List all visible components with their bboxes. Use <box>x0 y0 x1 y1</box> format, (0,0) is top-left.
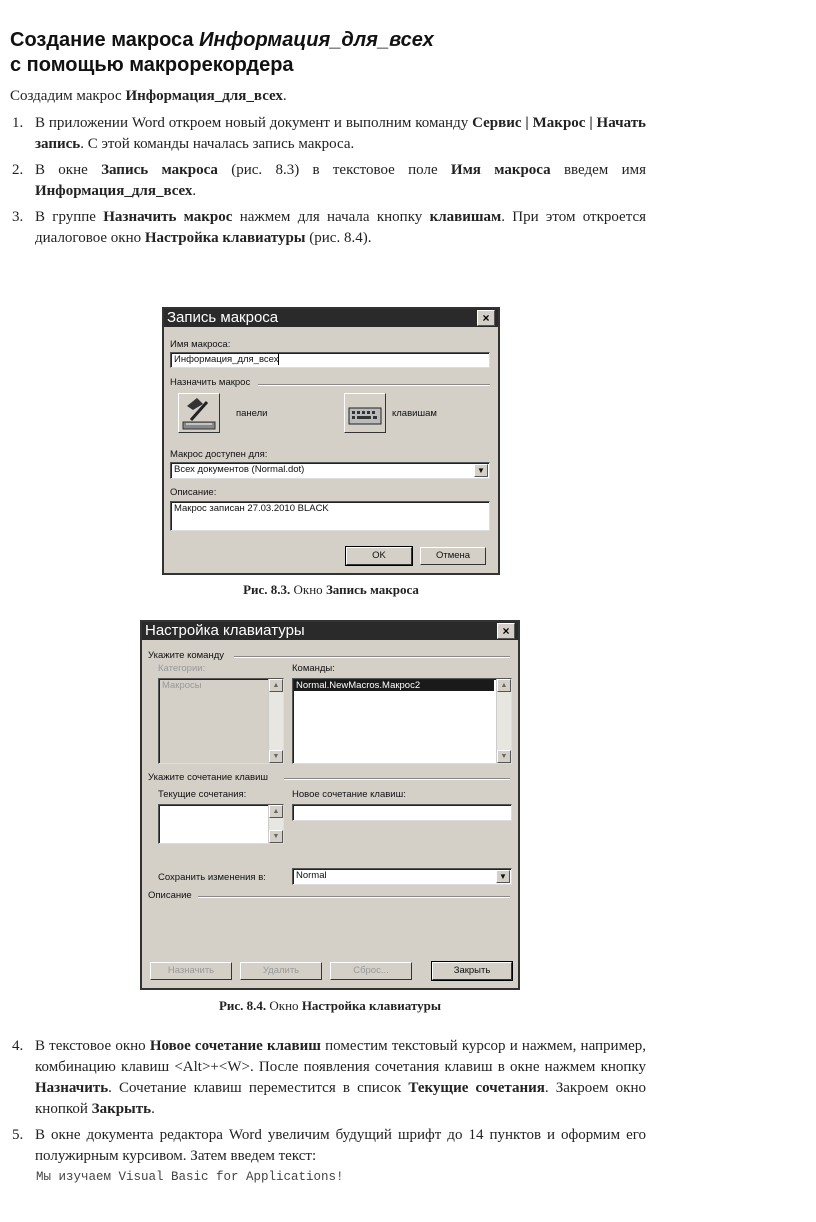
steps-list-top <box>10 113 646 249</box>
scroll-up-icon[interactable]: ▲ <box>497 679 511 692</box>
caption2-number: Рис. 8.4. <box>218 998 267 1013</box>
close-button[interactable]: Закрыть <box>432 962 512 980</box>
scroll-down-icon[interactable]: ▼ <box>269 830 283 843</box>
description-group: Описание <box>148 890 192 901</box>
list-item-bold-text: Назначить макрос <box>103 209 233 225</box>
list-item-number: 4. <box>12 1038 24 1054</box>
list-item-bold-text: Запись макроса <box>101 162 218 178</box>
new-keys-label: Новое сочетание клавиш: <box>292 789 406 800</box>
dialog-title: Настройка клавиатуры <box>145 622 305 639</box>
scroll-down-icon[interactable]: ▼ <box>269 750 283 763</box>
list-item <box>10 1125 646 1167</box>
group-divider <box>198 896 510 898</box>
caption1-title: Запись макроса <box>325 582 419 597</box>
current-keys-list[interactable] <box>158 804 284 844</box>
list-item-number: 2. <box>12 162 24 178</box>
macro-store-value: Всех документов (Normal.dot) <box>174 464 305 475</box>
list-item-text: В окне <box>35 162 102 178</box>
page-content <box>10 28 646 254</box>
macro-store-label: Макрос доступен для: <box>170 449 268 460</box>
list-item-text: . Закроем окно кнопкой <box>35 1080 646 1117</box>
list-item <box>10 207 646 249</box>
assign-keyboard-button[interactable] <box>344 393 386 433</box>
intro-bold: Информация_для_всех <box>125 88 283 104</box>
description-label: Описание: <box>170 487 217 498</box>
scroll-up-icon[interactable]: ▲ <box>269 679 283 692</box>
categories-scrollbar[interactable] <box>268 679 283 763</box>
remove-button[interactable]: Удалить <box>240 962 322 980</box>
page-content-bottom <box>10 1036 646 1172</box>
chevron-down-icon[interactable]: ▼ <box>496 870 510 883</box>
macro-name-value: Информация_для_всех <box>174 354 279 365</box>
customize-keyboard-dialog <box>140 620 520 990</box>
caption2-mid: Окно <box>266 998 302 1013</box>
commands-scrollbar[interactable] <box>496 679 511 763</box>
list-item-text: . При этом откроется диалоговое окно <box>35 209 646 246</box>
intro-prefix: Создадим макрос <box>10 88 126 104</box>
specify-command-group: Укажите команду <box>148 650 224 661</box>
dialog-titlebar <box>142 622 518 640</box>
ok-button[interactable]: OK <box>346 547 412 565</box>
reset-button[interactable]: Сброс... <box>330 962 412 980</box>
title-line1-italic: Информация_для_всех <box>199 29 434 51</box>
keyboard-icon <box>345 394 385 432</box>
current-keys-scrollbar[interactable] <box>268 805 283 843</box>
keyboard-button-label: клавишам <box>392 408 437 419</box>
caption2-title: Настройка клавиатуры <box>301 998 442 1013</box>
assign-macro-group: Назначить макрос <box>170 377 251 388</box>
list-item-text: . <box>192 183 197 199</box>
list-item-text: нажмем для начала кнопку <box>232 209 430 225</box>
description-textarea[interactable] <box>170 501 490 531</box>
list-item-text: . Сочетание клавиш переместится в список <box>108 1080 409 1096</box>
scroll-down-icon[interactable]: ▼ <box>497 750 511 763</box>
figure-caption-8-3 <box>162 582 500 598</box>
commands-list[interactable] <box>292 678 512 764</box>
description-value: Макрос записан 27.03.2010 BLACK <box>174 503 329 514</box>
caption1-mid: Окно <box>290 582 326 597</box>
intro-paragraph <box>10 86 646 107</box>
list-item-text: . С этой команды началась запись макроса. <box>80 136 355 152</box>
intro-suffix: . <box>282 88 287 104</box>
close-icon[interactable]: × <box>477 310 495 326</box>
list-item-bold-text: Текущие сочетания <box>408 1080 545 1096</box>
list-item-bold-text: Имя макроса <box>450 162 551 178</box>
macro-name-label: Имя макроса: <box>170 339 231 350</box>
macro-name-input[interactable] <box>170 352 490 368</box>
toolbar-button-label: панели <box>236 408 268 419</box>
list-item-text: поместим текстовый курсор и нажмем, например, комбинацию клавиш <Alt>+<W>. После появления сочетания клавиш в окне нажмем кнопку <box>35 1038 646 1075</box>
list-item-number: 3. <box>12 209 24 225</box>
list-item-bold-text: Новое сочетание клавиш <box>149 1038 321 1054</box>
list-item-text: (рис. 8.4). <box>305 230 372 246</box>
list-item-bold-text: Назначить <box>35 1080 109 1096</box>
list-item-bold-text: Информация_для_всех <box>35 183 193 199</box>
assign-button[interactable]: Назначить <box>150 962 232 980</box>
save-in-select[interactable] <box>292 868 512 885</box>
record-macro-dialog <box>162 307 500 575</box>
save-in-label: Сохранить изменения в: <box>158 872 266 883</box>
list-item <box>10 160 646 202</box>
list-item-bold-text: клавишам <box>429 209 502 225</box>
list-item-bold-text: Сервис | Макрос | Начать запись <box>35 115 646 152</box>
caption1-number: Рис. 8.3. <box>243 582 291 597</box>
cancel-button[interactable]: Отмена <box>420 547 486 565</box>
commands-item-selected[interactable]: Normal.NewMacros.Макрос2 <box>294 680 494 691</box>
list-item-text: В группе <box>35 209 104 225</box>
steps-list-bottom <box>10 1036 646 1167</box>
group-divider <box>258 384 490 386</box>
categories-label: Категории: <box>158 663 206 674</box>
list-item-text: В текстовое окно <box>35 1038 150 1054</box>
list-item-text: . <box>151 1101 155 1117</box>
list-item-text: введем имя <box>550 162 646 178</box>
macro-store-select[interactable] <box>170 462 490 479</box>
figure-caption-8-4 <box>140 998 520 1014</box>
list-item-text: В окне документа редактора Word увеличим будущий шрифт до 14 пунктов и оформим его полужирным курсивом. Затем введем текст: <box>35 1127 646 1164</box>
page-title <box>10 28 646 78</box>
list-item <box>10 113 646 155</box>
chevron-down-icon[interactable]: ▼ <box>474 464 488 477</box>
group-divider <box>234 656 510 658</box>
hammer-icon <box>179 394 219 432</box>
list-item-number: 1. <box>12 115 24 131</box>
scroll-up-icon[interactable]: ▲ <box>269 805 283 818</box>
title-line2: с помощью макрорекордера <box>10 54 294 76</box>
list-item-bold-text: Закрыть <box>91 1101 152 1117</box>
list-item-number: 5. <box>12 1127 24 1143</box>
categories-item: Макросы <box>162 680 202 691</box>
commands-label: Команды: <box>292 663 335 674</box>
current-keys-label: Текущие сочетания: <box>158 789 247 800</box>
new-keys-input[interactable] <box>292 804 512 821</box>
dialog-title: Запись макроса <box>167 309 279 326</box>
list-item-text: В приложении Word откроем новый документ и выполним команду <box>35 115 473 131</box>
categories-list[interactable] <box>158 678 284 764</box>
close-icon[interactable]: × <box>497 623 515 639</box>
list-item <box>10 1036 646 1120</box>
assign-toolbar-button[interactable] <box>178 393 220 433</box>
save-in-value: Normal <box>296 870 327 881</box>
specify-keys-group: Укажите сочетание клавиш <box>148 772 269 783</box>
dialog-titlebar <box>164 309 498 327</box>
group-divider <box>284 778 510 780</box>
code-sample: Мы изучаем Visual Basic for Applications! <box>36 1170 344 1184</box>
list-item-bold-text: Настройка клавиатуры <box>144 230 306 246</box>
title-line1-prefix: Создание макроса <box>10 29 200 51</box>
list-item-text: (рис. 8.3) в текстовое поле <box>217 162 451 178</box>
